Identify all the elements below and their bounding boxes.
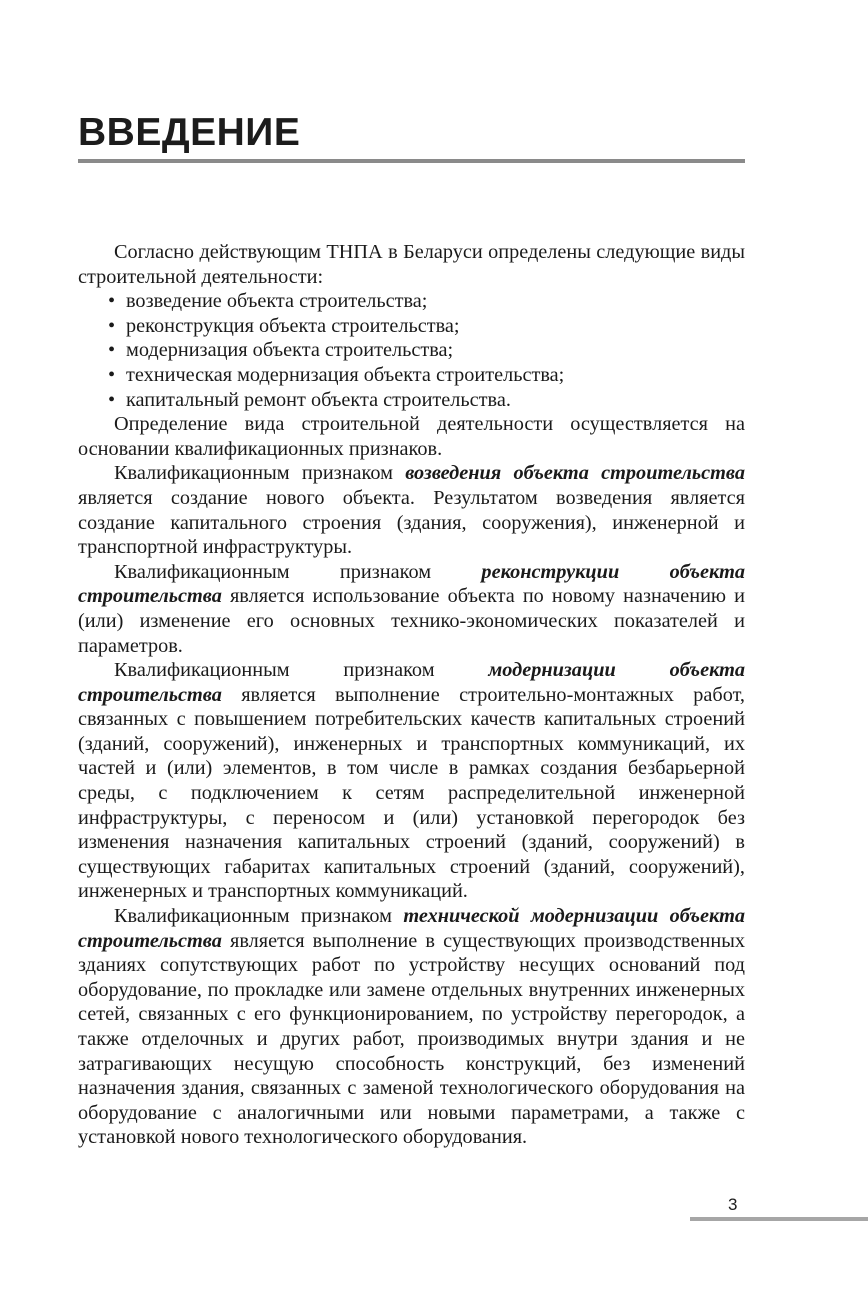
defined-term: модернизации объекта строительства [78, 659, 745, 706]
activity-types-list [78, 289, 745, 412]
paragraph-lead: Квалификационным признаком [114, 560, 482, 583]
paragraph-lead: Квалификационным признаком [114, 659, 489, 682]
paragraph-lead: Квалификационным признаком [114, 905, 404, 928]
defined-term: возведения объекта строительства [405, 462, 745, 485]
intro-paragraph: Согласно действующим ТНПА в Беларуси определены следующие виды строительной деятельности: [78, 241, 745, 288]
chapter-title: ВВЕДЕНИЕ [78, 111, 301, 154]
defined-term: реконструкции объекта строительства [78, 560, 745, 608]
definition-paragraph-modernization [78, 658, 745, 904]
defined-term: технической модернизации объекта строительства [78, 905, 745, 952]
body-text [78, 240, 745, 1150]
list-item: • модернизация объекта строительства; [78, 338, 745, 363]
paragraph-text: является выполнение строительно-монтажных работ, связанных с повышением потребительских качеств капитальных строений (зданий, сооружений), инженерных и транспортных коммуникаций, их частей и (или) элементов, в том числе в рамках создания безбарьерной среды, с подключением к сетям распределительной инженерной инфраструктуры, с переносом и (или) установкой перегородок без изменения назначения капитальных строений (зданий, сооружений) в существующих габаритах капитальных строений (зданий, сооружений), инженерных и транспортных коммуникаций. [78, 683, 745, 903]
list-item: • реконструкция объекта строительства; [78, 314, 745, 339]
definition-paragraph-construction [78, 461, 745, 559]
paragraph-text: является создание нового объекта. Результатом возведения является создание капитального строения (здания, сооружения), инженерной и транспортной инфраструктуры. [78, 486, 745, 559]
basis-paragraph: Определение вида строительной деятельности осуществляется на основании квалификационных признаков. [78, 413, 745, 460]
list-item: • техническая модернизация объекта строительства; [78, 363, 745, 388]
paragraph-text: является выполнение в существующих производственных зданиях сопутствующих работ по устройству несущих оснований под оборудование, по прокладке или замене отдельных внутренних инженерных сетей, связанных с его функционированием, по устройству перегородок, а также отделочных и других работ, производимых внутри здания и не затрагивающих несущую способность конструкций, без изменений назначения здания, связанных с заменой технологического оборудования на оборудование с аналогичными или новыми параметрами, а также с установкой нового технологического оборудования. [78, 929, 745, 1149]
paragraph-text: является использование объекта по новому назначению и (или) изменение его основных технико-экономических показателей и параметров. [78, 585, 745, 657]
footer-rule [690, 1217, 868, 1221]
definition-paragraph-reconstruction [78, 560, 745, 658]
paragraph-lead: Квалификационным признаком [114, 462, 406, 485]
list-item: • возведение объекта строительства; [78, 289, 745, 314]
page-number: 3 [728, 1195, 738, 1214]
definition-paragraph-technical-modernization [78, 904, 745, 1150]
list-item: • капитальный ремонт объекта строительства. [78, 388, 745, 413]
title-underline [78, 159, 745, 163]
